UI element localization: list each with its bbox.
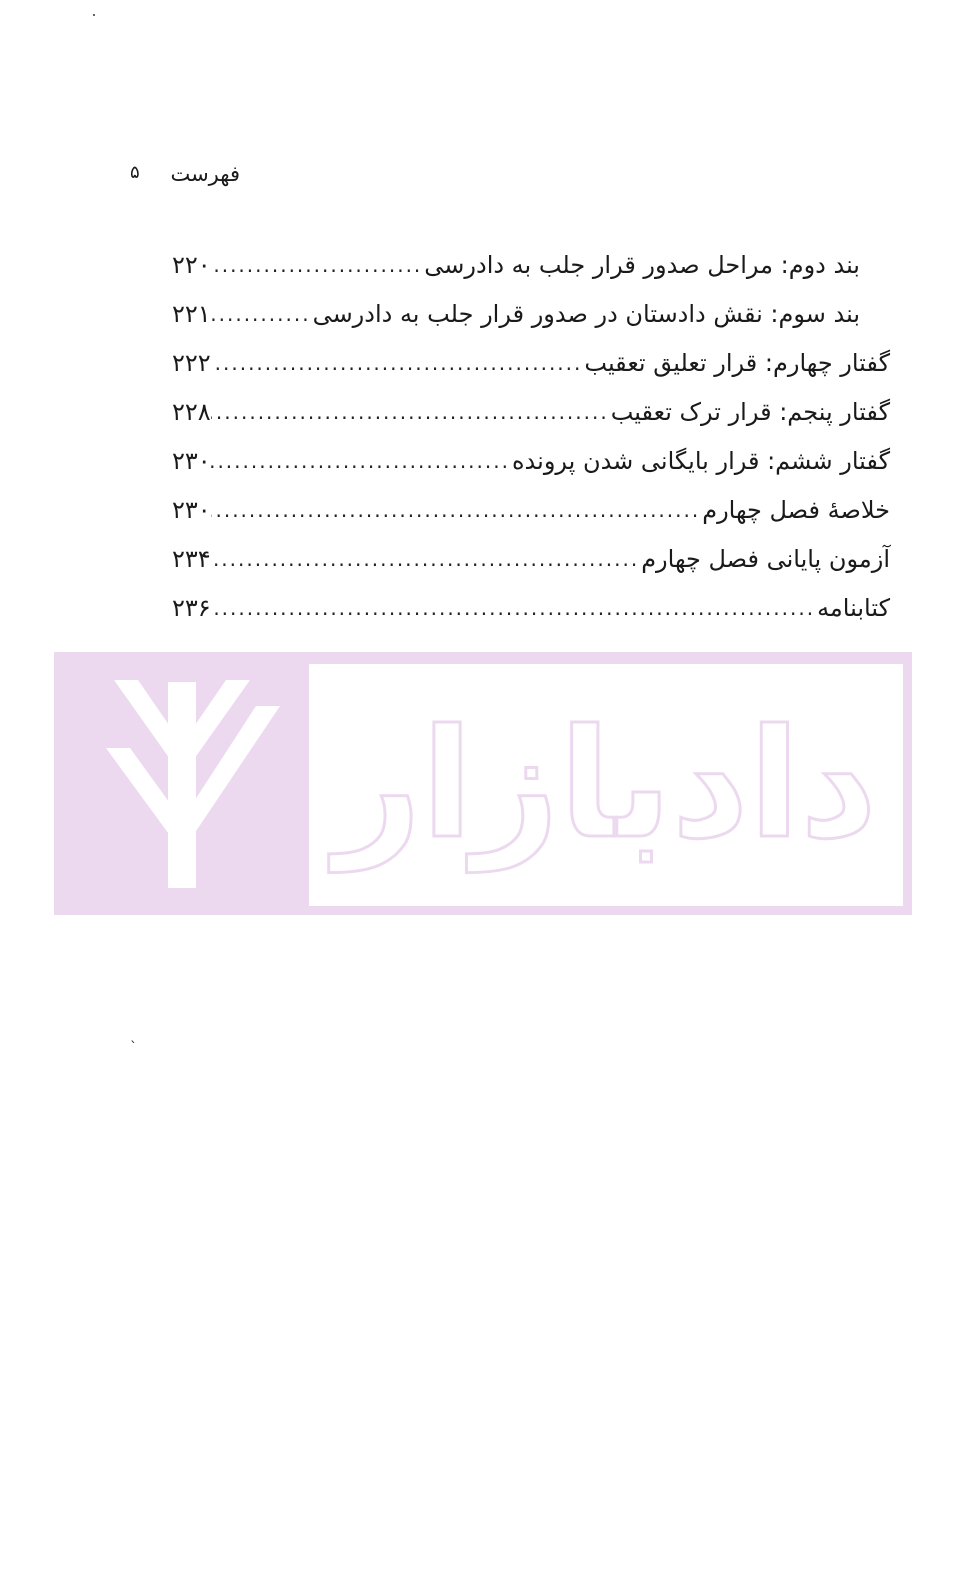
- toc-entry-title: خلاصهٔ فصل چهارم: [702, 495, 890, 524]
- toc-entry[interactable]: [170, 534, 890, 583]
- dot-leader: [211, 547, 642, 571]
- toc-entry-title: گفتار ششم: قرار بایگانی شدن پرونده: [511, 446, 890, 475]
- dot-leader: [211, 351, 585, 375]
- branch-logo-icon: [54, 652, 309, 915]
- toc-entry-title: گفتار چهارم: قرار تعلیق تعقیب: [584, 348, 890, 377]
- dot-leader: [211, 596, 817, 620]
- toc-entry-title: بند دوم: مراحل صدور قرار جلب به دادرسی: [424, 250, 860, 279]
- dot-leader: [211, 498, 703, 522]
- scan-dot: [93, 14, 95, 16]
- toc-entry[interactable]: [170, 485, 890, 534]
- table-of-contents: [170, 240, 890, 632]
- toc-entry-title: گفتار پنجم: قرار ترک تعقیب: [610, 397, 890, 426]
- toc-entry-title: کتابنامه: [817, 593, 890, 622]
- publisher-watermark: [54, 652, 912, 915]
- toc-entry[interactable]: [170, 387, 890, 436]
- running-header: [130, 160, 250, 194]
- toc-entry-page: ۲۳۴: [172, 544, 211, 573]
- brand-wordmark: دادبازار: [334, 698, 878, 872]
- toc-entry-page: ۲۲۸: [172, 397, 211, 426]
- dot-leader: [211, 302, 313, 326]
- toc-entry-page: ۲۳۰: [172, 495, 211, 524]
- dot-leader: [211, 449, 512, 473]
- toc-entry-page: ۲۲۲: [172, 348, 211, 377]
- dot-leader: [211, 253, 425, 277]
- toc-entry[interactable]: [170, 240, 890, 289]
- toc-entry[interactable]: [170, 338, 890, 387]
- toc-entry[interactable]: [170, 436, 890, 485]
- toc-entry-title: بند سوم: نقش دادستان در صدور قرار جلب به دادرسی: [312, 299, 860, 328]
- stray-mark: `: [130, 1040, 137, 1056]
- toc-entry-title: آزمون پایانی فصل چهارم: [641, 544, 890, 573]
- toc-entry-page: ۲۲۰: [172, 250, 211, 279]
- page-number: ۵: [130, 162, 140, 183]
- toc-entry-page: ۲۳۰: [172, 446, 211, 475]
- toc-entry[interactable]: [170, 289, 890, 338]
- dot-leader: [211, 400, 611, 424]
- toc-entry-page: ۲۳۶: [172, 593, 211, 622]
- toc-entry-page: ۲۲۱: [172, 299, 211, 328]
- toc-entry[interactable]: [170, 583, 890, 632]
- page-title: فهرست: [170, 162, 240, 186]
